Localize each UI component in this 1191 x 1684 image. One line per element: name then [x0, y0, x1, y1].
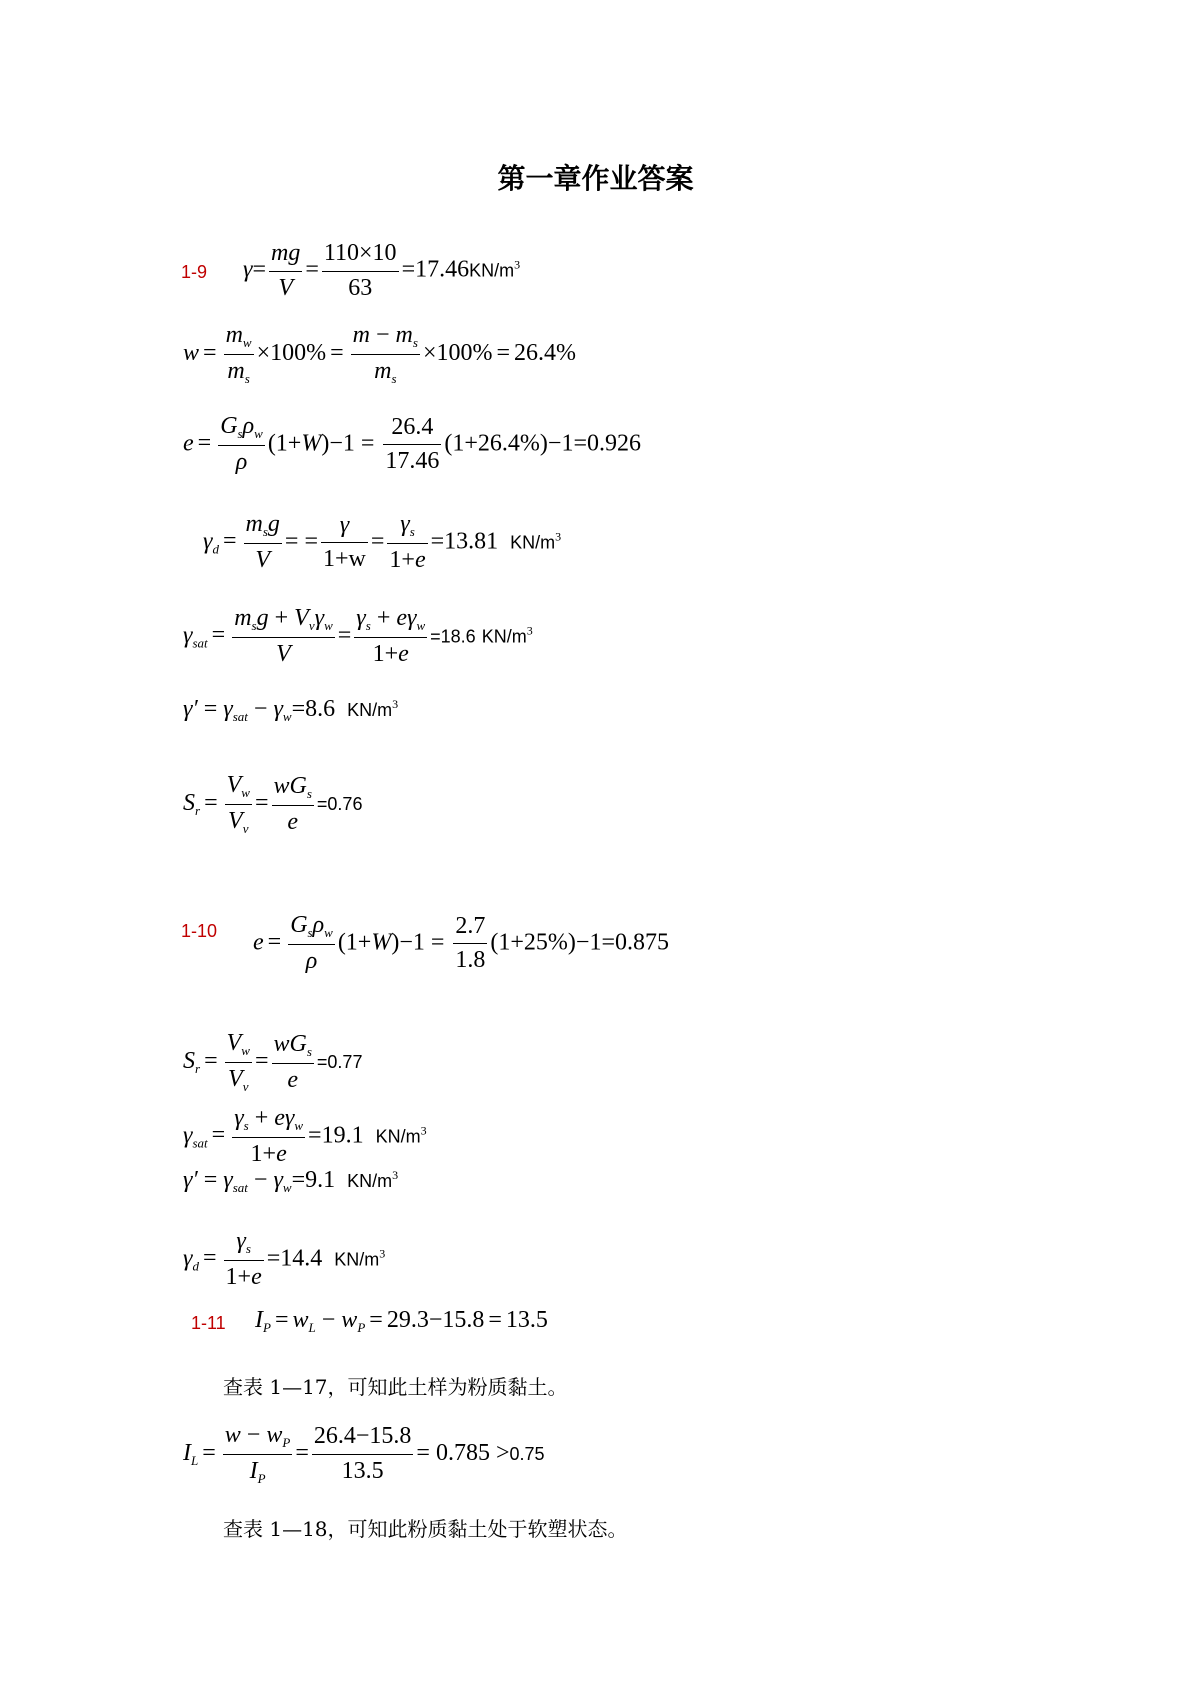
problem-label-1-11: 1-11 [191, 1313, 226, 1333]
equation-saturated-unit-weight-2: $\gamma_{sat}$ = $\frac{\gamma_s + e\gamma_w}{1+e}$ =19.1 $KN/m^3$ [183, 1105, 427, 1167]
unit-exponent: 3 [514, 257, 521, 272]
table-18-note: 查表 1—18，可知此粉质黏土处于软塑状态。 [223, 1517, 628, 1541]
equation-dry-unit-weight-1: $\gamma_d$ = $\frac{m_sg}{V}$ = = $\frac{\gamma}{1+w}$ = $\frac{\gamma_s}{1+e}$ =13.81 $KN/m^3$ [203, 511, 562, 573]
equation-saturated-unit-weight-1: $\gamma_{sat}$ = $\frac{m_sg + V_v\gamma_w}{V}$ = $\frac{\gamma_s + e\gamma_w}{1+e}$ =18.6 $KN/m^3$ [183, 605, 533, 667]
unit-label: KN/m [347, 1171, 393, 1191]
equation-buoyant-unit-weight-2: $\gamma' = \gamma_{sat} - \gamma_w=9.1$ $KN/m^3$ [183, 1167, 399, 1195]
equation-void-ratio-2: e = $\frac{G_s\rho_w}{\rho}$ (1+W)−1 = $\frac{2.7}{1.8}$ (1+25%)−1=0.875 [253, 912, 669, 974]
gsat2-value: =19.1 [308, 1122, 364, 1149]
equation-buoyant-unit-weight-1: $\gamma' = \gamma_{sat} - \gamma_w=8.6$ $KN/m^3$ [183, 696, 399, 724]
equation-saturation-1: $S_r$ = $\frac{V_w}{V_v}$ = $\frac{wG_s}{e}$ =0.76 [183, 772, 363, 836]
gd2-value: 14.4 [280, 1245, 323, 1272]
e2-denominator: 1.8 [455, 947, 486, 974]
equation-dry-unit-weight-2: $\gamma_d$ = $\frac{\gamma_s}{1+e}$ =14.4 $KN/m^3$ [183, 1228, 386, 1290]
unit-exponent: 3 [379, 1246, 386, 1261]
equation-plasticity-index: $I_P = w_L - w_P = 29.3-15.8 = 13.5$ [255, 1307, 548, 1335]
problem-label-1-9: 1-9 [181, 262, 208, 282]
sr1-value: =0.76 [316, 793, 363, 814]
ip-expression: 29.3−15.8 [386, 1307, 485, 1333]
e1-value: 0.926 [587, 430, 641, 457]
e1-paren: (1+26.4%) [444, 430, 548, 457]
unit-label: KN/m [481, 626, 527, 647]
equation-liquidity-index: $I_L$ = $\frac{w - w_P}{I_P}$ = $\frac{26.4-15.8}{13.5}$ = 0.785 >0.75 [183, 1422, 545, 1486]
unit-label: KN/m [334, 1249, 380, 1270]
gamma-numerator: 110×10 [322, 240, 399, 272]
unit-exponent: 3 [392, 697, 399, 711]
unit-exponent: 3 [526, 623, 533, 638]
equation-saturation-2: $S_r$ = $\frac{V_w}{V_v}$ = $\frac{wG_s}{e}$ =0.77 [183, 1030, 363, 1094]
table-17-note: 查表 1—17，可知此土样为粉质黏土。 [223, 1375, 568, 1399]
e2-paren: (1+25%) [490, 929, 576, 956]
gp1-value: =8.6 [291, 696, 336, 722]
ip-value: 13.5 [505, 1307, 548, 1333]
gamma-denominator: 63 [348, 274, 373, 301]
e2-value: 0.875 [615, 929, 669, 956]
unit-label: KN/m [375, 1126, 421, 1147]
water-content-value: 26.4% [514, 339, 577, 366]
unit-label: KN/m [347, 700, 393, 720]
sr2-value: =0.77 [316, 1051, 363, 1072]
il-value: 0.785 [435, 1439, 490, 1466]
unit-label: KN/m [469, 260, 515, 281]
page-title: 第一章作业答案 [497, 162, 694, 195]
unit-label: KN/m [510, 532, 556, 553]
e2-numerator: 2.7 [453, 913, 487, 945]
unit-exponent: 3 [420, 1123, 427, 1138]
equation-void-ratio-1: e = $\frac{G_s\rho_w}{\rho}$ (1+W)−1 = $\frac{26.4}{17.46}$ (1+26.4%)−1=0.926 [183, 413, 641, 475]
il-denominator: 13.5 [341, 1457, 384, 1484]
e1-denominator: 17.46 [385, 448, 440, 475]
il-compare-value: 0.75 [509, 1443, 545, 1464]
il-numerator: 26.4−15.8 [312, 1423, 414, 1455]
e1-numerator: 26.4 [383, 414, 441, 446]
equation-unit-weight: γ= $\frac{mg}{V}$ = $\frac{110\times 10}{63}$ $=17.46KN/m^3$ [243, 240, 521, 301]
gp2-value: =9.1 [291, 1167, 336, 1193]
gamma-value: 17.46 [415, 256, 470, 283]
gd1-value: 13.81 [444, 528, 499, 555]
problem-label-1-10: 1-10 [181, 921, 218, 941]
unit-exponent: 3 [555, 529, 562, 544]
unit-exponent: 3 [392, 1168, 399, 1182]
equation-water-content: w = $\frac{m_w}{m_s}$ ×100% = $\frac{m - m_s}{m_s}$ ×100% = 26.4% [183, 322, 577, 386]
gsat1-value: =18.6 [430, 626, 476, 647]
